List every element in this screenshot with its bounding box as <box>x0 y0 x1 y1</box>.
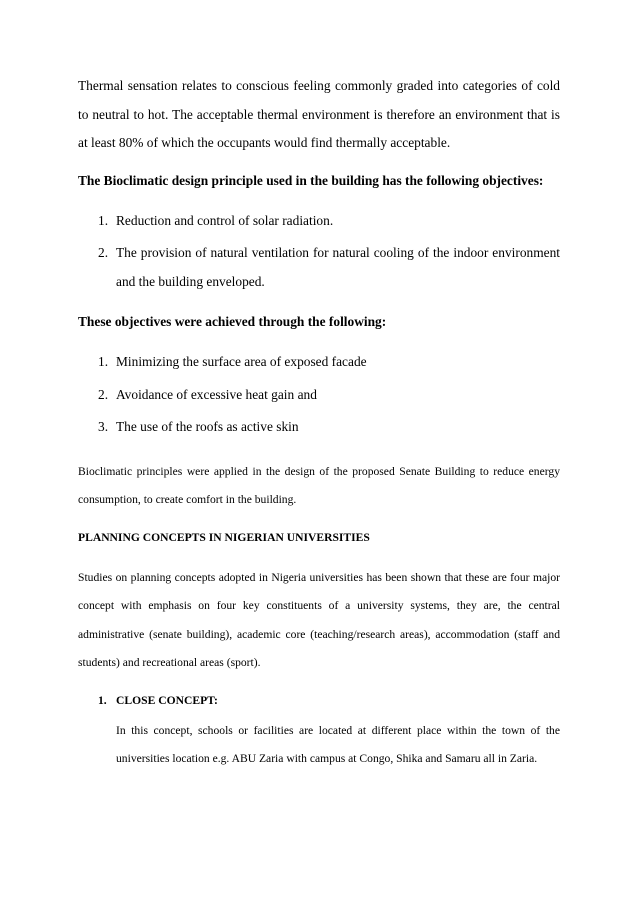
list-item-text: The use of the roofs as active skin <box>116 419 299 434</box>
list-item <box>78 348 560 377</box>
concept-heading <box>98 691 560 711</box>
list-item <box>78 207 560 236</box>
concept-title: CLOSE CONCEPT: <box>116 693 218 707</box>
heading-achieved: These objectives were achieved through the following: <box>78 314 387 329</box>
heading-planning-concepts: PLANNING CONCEPTS IN NIGERIAN UNIVERSITIES <box>78 530 370 544</box>
objectives-list <box>78 207 560 297</box>
list-number: 2. <box>98 245 109 260</box>
concept-close-section <box>78 691 560 774</box>
list-item-text: Reduction and control of solar radiation. <box>116 212 334 228</box>
list-item-text: Avoidance of excessive heat gain and <box>116 386 317 402</box>
concept-number: 1. <box>98 693 107 707</box>
list-number: 1. <box>98 212 109 228</box>
list-number: 2. <box>98 386 109 402</box>
list-number: 1. <box>98 354 109 369</box>
list-number: 3. <box>98 419 109 434</box>
list-item <box>78 413 560 442</box>
paragraph-thermal-sensation: Thermal sensation relates to conscious feeling commonly graded into categories of cold to neutral to hot. The acceptable thermal environment is therefore an environment that is at least 80% of which the occupants would find thermally acceptable. <box>78 78 560 150</box>
achievements-list <box>78 348 560 442</box>
paragraph-bioclimatic-principles: Bioclimatic principles were applied in the design of the proposed Senate Building to reduce energy consumption, to create comfort in the building. <box>78 464 560 506</box>
paragraph-studies: Studies on planning concepts adopted in Nigeria universities has been shown that these are four major concept with emphasis on four key constituents of a university systems, they are, the central administrative (senate building), academic core (teaching/research areas), accommodation (staff and students) and recreational areas (sport). <box>78 570 560 669</box>
list-item <box>78 239 560 296</box>
list-item-text: Minimizing the surface area of exposed facade <box>116 354 367 369</box>
list-item-text: The provision of natural ventilation for natural cooling of the indoor environment and the building enveloped. <box>116 245 560 289</box>
list-item <box>78 381 560 410</box>
heading-objectives: The Bioclimatic design principle used in the building has the following objectives: <box>78 172 544 188</box>
concept-body: In this concept, schools or facilities are located at different place within the town of the universities location e.g. ABU Zaria with campus at Congo, Shika and Samaru all in Zaria. <box>116 723 560 765</box>
